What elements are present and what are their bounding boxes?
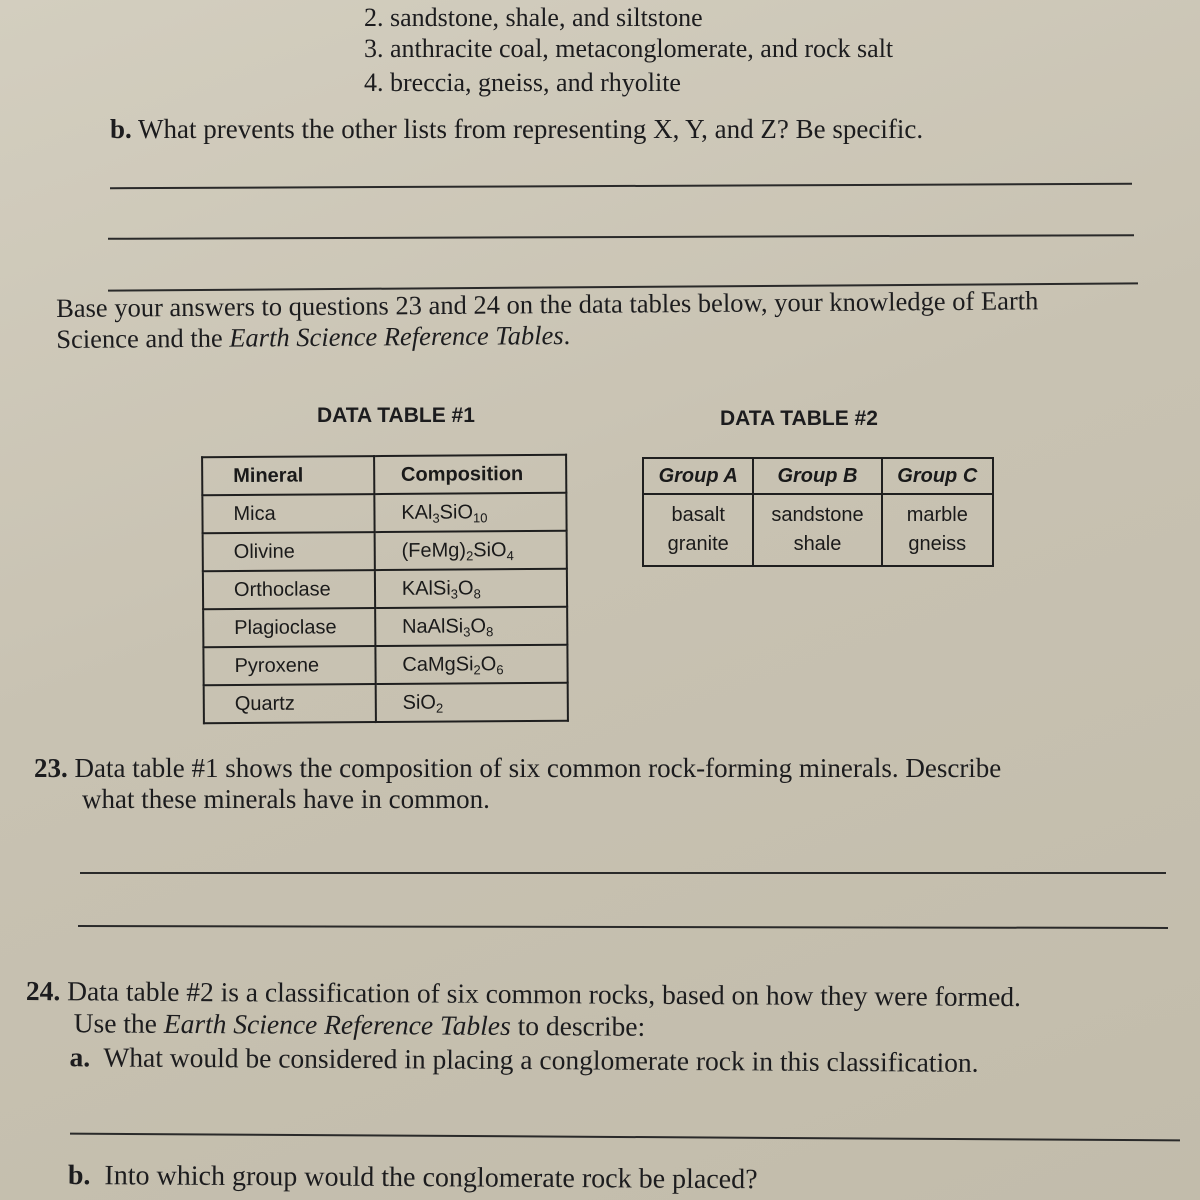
question-part-label: b.: [110, 114, 132, 144]
question-part-label: b.: [67, 1160, 91, 1192]
column-header: Composition: [374, 455, 566, 494]
question-24a: [25, 1041, 1020, 1079]
column-header: Group A: [643, 458, 753, 494]
group-a-cell: basalt granite: [643, 494, 753, 566]
composition-cell: $CaMgSi_2O_6$: [375, 645, 567, 684]
question-text: Into which group would the conglomerate rock be placed?: [104, 1160, 758, 1196]
list-item-text: sandstone, shale, and siltstone: [390, 3, 703, 32]
question-part-label: a.: [69, 1041, 91, 1073]
instructions-text: Science and the: [56, 322, 230, 354]
mineral-cell: Plagioclase: [203, 608, 375, 647]
instructions-paragraph: [56, 285, 1039, 355]
list-item-number: 3.: [364, 34, 384, 63]
question-text: what these minerals have in common.: [82, 784, 490, 814]
instructions-line: [56, 316, 1038, 355]
composition-cell: $KAlSi_3O_8$: [375, 569, 567, 608]
data-table-1: [201, 454, 569, 725]
column-header: Mineral: [202, 456, 374, 495]
list-item-text: breccia, gneiss, and rhyolite: [390, 68, 681, 97]
data-table-1-title: DATA TABLE #1: [317, 404, 475, 427]
mineral-cell: Quartz: [204, 684, 376, 723]
list-item: [364, 3, 703, 33]
table-row: [203, 569, 567, 610]
composition-cell: SiO$_2$: [375, 683, 567, 722]
answer-line[interactable]: [110, 183, 1132, 189]
question-text: Data table #2 is a classification of six common rocks, based on how they were formed.: [67, 975, 1022, 1013]
question-number: 24.: [25, 975, 61, 1007]
question-24: [25, 975, 1021, 1079]
question-text: What would be considered in placing a conglomerate rock in this classification.: [103, 1041, 979, 1078]
question-number: 23.: [34, 753, 68, 783]
data-table-2-title: DATA TABLE #2: [720, 407, 878, 430]
table-row: [203, 645, 567, 686]
list-item-number: 4.: [364, 68, 384, 97]
column-header: Group B: [753, 458, 881, 494]
question-23: [34, 753, 1001, 815]
answer-line[interactable]: [70, 1133, 1180, 1142]
group-b-cell: sandstone shale: [753, 494, 881, 566]
reference-title: Earth Science Reference Tables: [229, 320, 564, 353]
instructions-text: .: [563, 319, 571, 351]
composition-cell: $(FeMg)_2SiO_4$: [374, 531, 566, 570]
group-c-cell: marble gneiss: [882, 494, 993, 566]
data-table-2: [642, 457, 994, 567]
answer-line[interactable]: [80, 872, 1166, 874]
answer-line[interactable]: [78, 925, 1168, 929]
mineral-cell: Olivine: [203, 532, 375, 571]
table-row: [203, 607, 567, 648]
answer-line[interactable]: [108, 234, 1134, 240]
table-row: [204, 683, 568, 724]
mineral-cell: Orthoclase: [203, 570, 375, 609]
list-item-text: anthracite coal, metaconglomerate, and rock salt: [390, 34, 894, 63]
list-item: [364, 68, 681, 98]
question-24b: [68, 1160, 758, 1196]
mineral-cell: Mica: [202, 494, 374, 533]
mineral-cell: Pyroxene: [203, 646, 375, 685]
list-item-number: 2.: [364, 3, 384, 32]
question-text: What prevents the other lists from representing X, Y, and Z? Be specific.: [138, 114, 924, 144]
table-header-row: [202, 455, 566, 496]
list-item: [364, 34, 893, 64]
reference-title: Earth Science Reference Tables: [163, 1007, 511, 1041]
question-22b: [110, 114, 923, 145]
question-text: Use the Earth Science Reference Tables to describe:: [73, 1007, 646, 1042]
table-row: [643, 494, 993, 566]
table-row: [202, 493, 566, 534]
composition-cell: $NaAlSi_3O_8$: [375, 607, 567, 646]
instructions-line: Base your answers to questions 23 and 24 on the data tables below, your knowledge of Earth: [56, 285, 1039, 323]
composition-cell: KAl$_3$SiO$_{10}$: [374, 493, 566, 532]
column-header: Group C: [882, 458, 993, 494]
table-header-row: [643, 458, 993, 494]
table-row: [203, 531, 567, 572]
question-text: Data table #1 shows the composition of six common rock-forming minerals. Describe: [74, 753, 1002, 783]
